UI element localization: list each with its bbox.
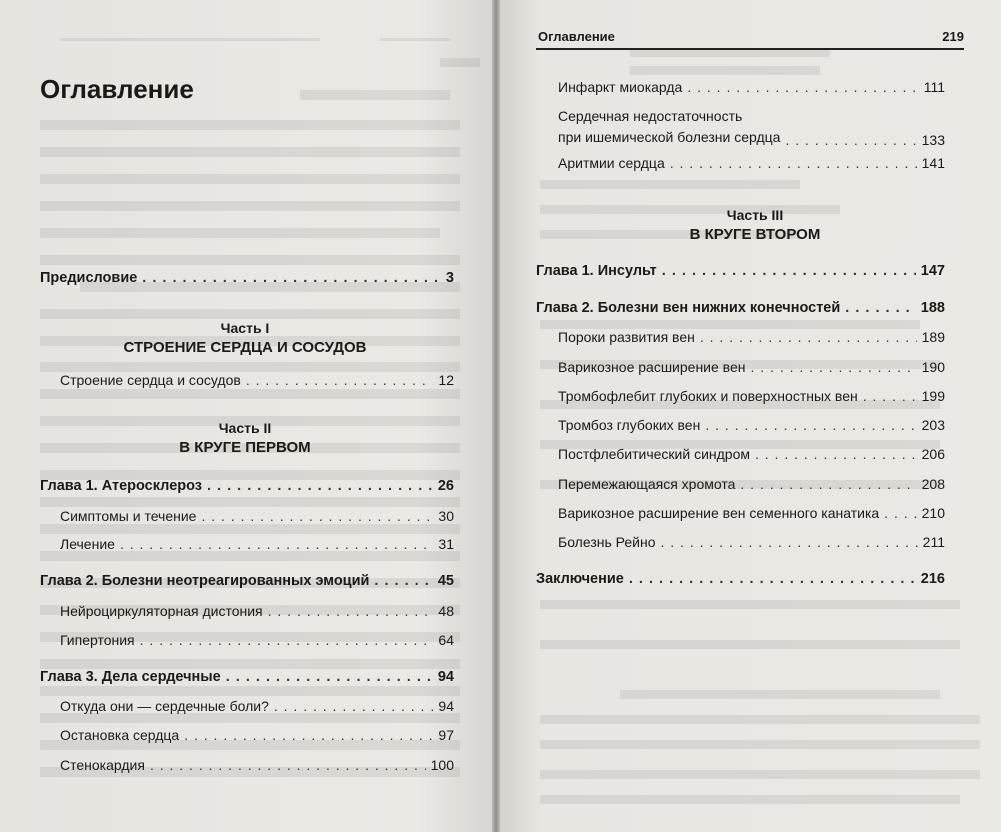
toc-entry[interactable]	[558, 329, 945, 345]
entry-label: Симптомы и течение	[60, 508, 197, 524]
leader-dots	[785, 132, 916, 148]
entry-page: 31	[438, 536, 454, 552]
leader-dots	[201, 508, 433, 524]
leader-dots	[274, 698, 434, 714]
entry-page: 100	[430, 757, 454, 773]
toc-entry[interactable]	[60, 372, 454, 388]
entry-label	[558, 106, 780, 148]
leader-dots	[700, 329, 917, 345]
leader-dots	[374, 573, 432, 589]
part-heading-1	[120, 318, 370, 358]
toc-chapter[interactable]	[40, 573, 454, 589]
entry-label: Стенокардия	[60, 757, 145, 773]
entry-label: Аритмии сердца	[558, 155, 665, 171]
entry-page: 3	[445, 270, 454, 286]
leader-dots	[184, 727, 433, 743]
toc-entry[interactable]	[558, 534, 945, 550]
entry-label: Глава 1. Атеросклероз	[40, 478, 202, 494]
entry-page: 48	[438, 603, 454, 619]
toc-entry[interactable]	[60, 727, 454, 743]
toc-chapter[interactable]	[536, 263, 945, 279]
toc-entry[interactable]	[60, 508, 454, 524]
entry-page: 94	[437, 669, 454, 685]
toc-entry-multiline[interactable]	[558, 106, 945, 148]
leader-dots	[863, 388, 917, 404]
entry-page: 210	[921, 505, 945, 521]
entry-page: 64	[438, 632, 454, 648]
entry-label: Пороки развития вен	[558, 329, 695, 345]
leader-dots	[662, 263, 916, 279]
entry-label: Строение сердца и сосудов	[60, 372, 241, 388]
entry-page: 190	[921, 359, 945, 375]
entry-label: Лечение	[60, 536, 115, 552]
book-gutter	[492, 0, 500, 832]
entry-label: Глава 3. Дела сердечные	[40, 669, 221, 685]
part-title: В КРУГЕ ПЕРВОМ	[179, 439, 311, 456]
entry-page: 208	[921, 476, 945, 492]
running-head: Оглавление	[538, 29, 615, 44]
entry-label: Нейроциркуляторная дистония	[60, 603, 263, 619]
entry-page: 133	[921, 132, 945, 148]
toc-entry[interactable]	[558, 155, 945, 171]
leader-dots	[755, 446, 917, 462]
entry-page: 45	[437, 573, 454, 589]
part-label: Часть III	[726, 207, 784, 223]
entry-page: 30	[438, 508, 454, 524]
toc-entry[interactable]	[558, 476, 945, 492]
entry-page: 12	[438, 372, 454, 388]
entry-label: Глава 2. Болезни вен нижних конечностей	[536, 300, 841, 316]
toc-entry[interactable]	[558, 417, 945, 433]
entry-label: Варикозное расширение вен	[558, 359, 746, 375]
page-number: 219	[942, 29, 964, 44]
entry-page: 199	[921, 388, 945, 404]
leader-dots	[750, 359, 916, 375]
part-title: В КРУГЕ ВТОРОМ	[689, 226, 821, 243]
leader-dots	[670, 155, 917, 171]
entry-label: Варикозное расширение вен семенного канатика	[558, 505, 880, 521]
entry-label: Тромбоз глубоких вен	[558, 417, 701, 433]
leader-dots	[629, 571, 916, 587]
entry-page: 26	[437, 478, 454, 494]
toc-entry[interactable]	[60, 632, 454, 648]
leader-dots	[142, 270, 441, 286]
entry-label: Тромбофлебит глубоких и поверхностных вен	[558, 388, 858, 404]
entry-label: Гипертония	[60, 632, 135, 648]
toc-entry[interactable]	[558, 79, 945, 95]
leader-dots	[140, 632, 434, 648]
entry-page: 97	[438, 727, 454, 743]
toc-entry[interactable]	[558, 359, 945, 375]
toc-entry[interactable]	[60, 757, 454, 773]
leader-dots	[705, 417, 916, 433]
toc-entry[interactable]	[558, 388, 945, 404]
entry-label-line1: Сердечная недостаточность	[558, 108, 743, 124]
toc-entry[interactable]	[558, 505, 945, 521]
leader-dots	[207, 478, 433, 494]
entry-label: Предисловие	[40, 270, 138, 286]
leader-dots	[246, 372, 434, 388]
entry-page: 211	[922, 534, 945, 550]
entry-label: Остановка сердца	[60, 727, 180, 743]
entry-page: 111	[923, 79, 945, 95]
part-label: Часть I	[220, 320, 270, 336]
entry-label: Болезнь Рейно	[558, 534, 656, 550]
header-rule	[536, 48, 964, 50]
toc-entry[interactable]	[558, 446, 945, 462]
leader-dots	[740, 476, 916, 492]
part-title: СТРОЕНИЕ СЕРДЦА И СОСУДОВ	[123, 339, 367, 356]
leader-dots	[845, 300, 916, 316]
entry-page: 141	[921, 155, 945, 171]
entry-page: 216	[920, 571, 945, 587]
entry-page: 203	[921, 417, 945, 433]
leader-dots	[661, 534, 918, 550]
entry-page: 188	[920, 300, 945, 316]
entry-page: 189	[921, 329, 945, 345]
entry-label: Глава 2. Болезни неотреагированных эмоций	[40, 573, 370, 589]
part-heading-2	[145, 418, 345, 458]
entry-label: Глава 1. Инсульт	[536, 263, 657, 279]
entry-label: Инфаркт миокарда	[558, 79, 683, 95]
leader-dots	[687, 79, 918, 95]
right-page	[500, 0, 1001, 832]
toc-entry-preface[interactable]	[40, 270, 454, 286]
toc-entry[interactable]	[60, 536, 454, 552]
leader-dots	[150, 757, 426, 773]
leader-dots	[120, 536, 433, 552]
entry-label: Постфлебитический синдром	[558, 446, 750, 462]
entry-label: Заключение	[536, 571, 624, 587]
leader-dots	[226, 669, 433, 685]
entry-label: Откуда они — сердечные боли?	[60, 698, 269, 714]
leader-dots	[884, 505, 916, 521]
toc-chapter[interactable]	[40, 478, 454, 494]
toc-entry-conclusion[interactable]	[536, 571, 945, 587]
toc-chapter[interactable]	[536, 300, 945, 316]
toc-title: Оглавление	[40, 74, 194, 104]
toc-chapter[interactable]	[40, 669, 454, 685]
part-label: Часть II	[218, 420, 272, 436]
leader-dots	[268, 603, 434, 619]
toc-entry[interactable]	[60, 698, 454, 714]
entry-page: 94	[438, 698, 454, 714]
left-page	[0, 0, 492, 832]
entry-label: Перемежающаяся хромота	[558, 476, 736, 492]
entry-label-line2: при ишемической болезни сердца	[558, 129, 781, 145]
part-heading-3	[655, 205, 855, 245]
entry-page: 206	[921, 446, 945, 462]
entry-page: 147	[920, 263, 945, 279]
toc-entry[interactable]	[60, 603, 454, 619]
